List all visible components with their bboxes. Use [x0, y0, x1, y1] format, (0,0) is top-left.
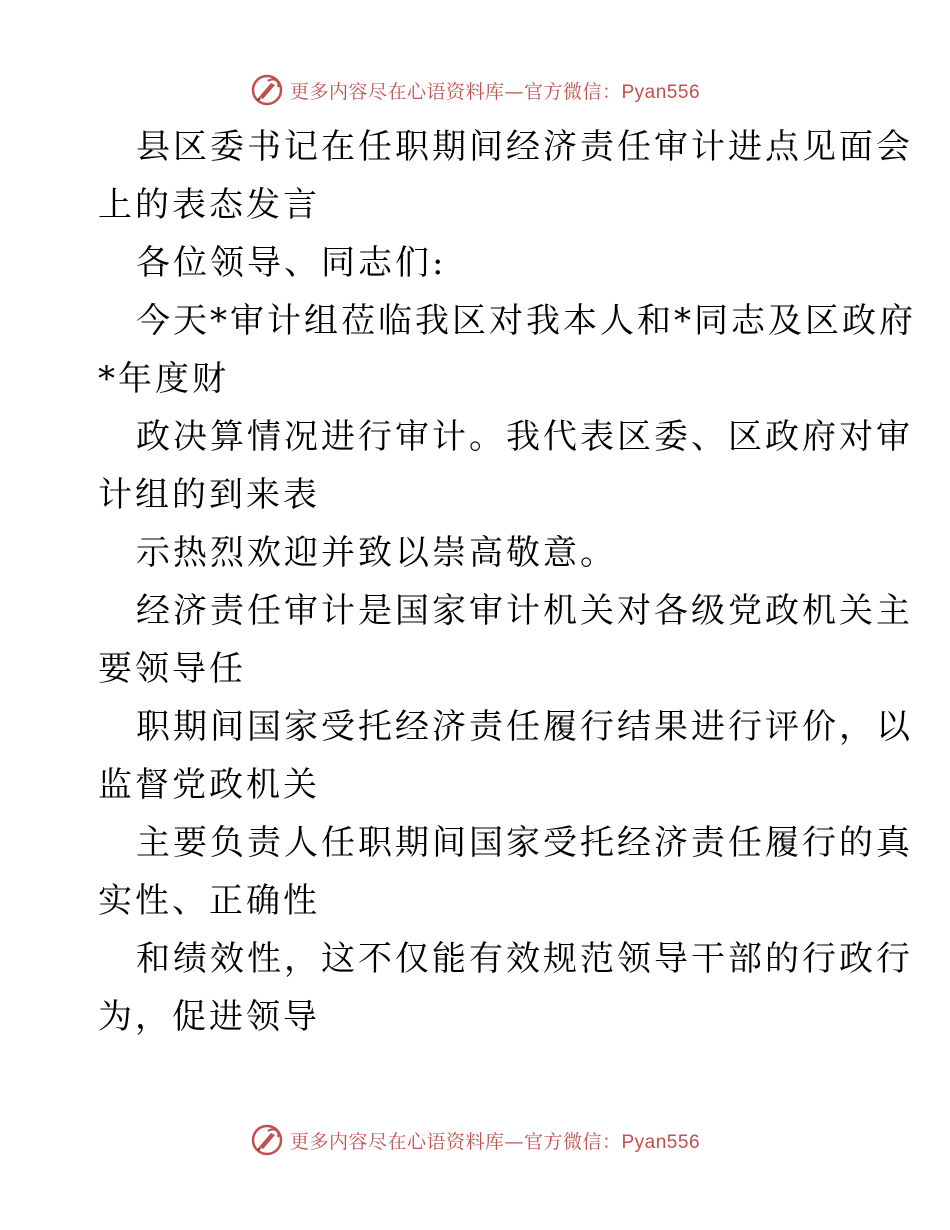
document-body: [98, 118, 916, 1046]
paragraph-line: 今天*审计组莅临我区对我本人和*同志及区政府: [136, 301, 916, 341]
paragraph-line: 为，促进领导: [98, 997, 320, 1037]
watermark-text: [290, 77, 700, 104]
paragraph-line: 实性、正确性: [98, 881, 320, 921]
paragraph-line: 要领导任: [98, 649, 246, 689]
watermark-brand: 更多内容尽在心语资料库: [289, 80, 505, 103]
watermark-wechat-label: 官方微信：: [523, 1130, 622, 1153]
paragraph-line: 经济责任审计是国家审计机关对各级党政机关主: [136, 591, 913, 631]
watermark-wechat-id: Pyan556: [621, 1131, 701, 1153]
paragraph-line: 政决算情况进行审计。我代表区委、区政府对审: [136, 417, 913, 457]
watermark-brand: 更多内容尽在心语资料库: [289, 1130, 505, 1153]
watermark-wechat-label: 官方微信：: [523, 80, 622, 103]
paragraph-line: 计组的到来表: [98, 475, 320, 515]
quill-pen-logo-icon: [250, 73, 284, 107]
quill-pen-logo-icon: [250, 1123, 284, 1157]
paragraph-line: *年度财: [98, 359, 229, 399]
watermark-text: [290, 1127, 700, 1154]
header-watermark: [0, 70, 950, 110]
document-title-line-1: 县区委书记在任职期间经济责任审计进点见面会: [136, 127, 913, 167]
watermark-separator: —: [504, 1130, 524, 1153]
paragraph-line: 监督党政机关: [98, 765, 320, 805]
watermark-wechat-id: Pyan556: [621, 81, 701, 103]
salutation: 各位领导、同志们:: [136, 243, 447, 283]
footer-watermark: [0, 1120, 950, 1160]
document-title-line-2: 上的表态发言: [98, 185, 320, 225]
paragraph-line: 和绩效性，这不仅能有效规范领导干部的行政行: [136, 939, 913, 979]
paragraph-line: 示热烈欢迎并致以崇高敬意。: [136, 533, 617, 573]
paragraph-line: 主要负责人任职期间国家受托经济责任履行的真: [136, 823, 913, 863]
paragraph-line: 职期间国家受托经济责任履行结果进行评价，以: [136, 707, 913, 747]
watermark-separator: —: [504, 80, 524, 103]
